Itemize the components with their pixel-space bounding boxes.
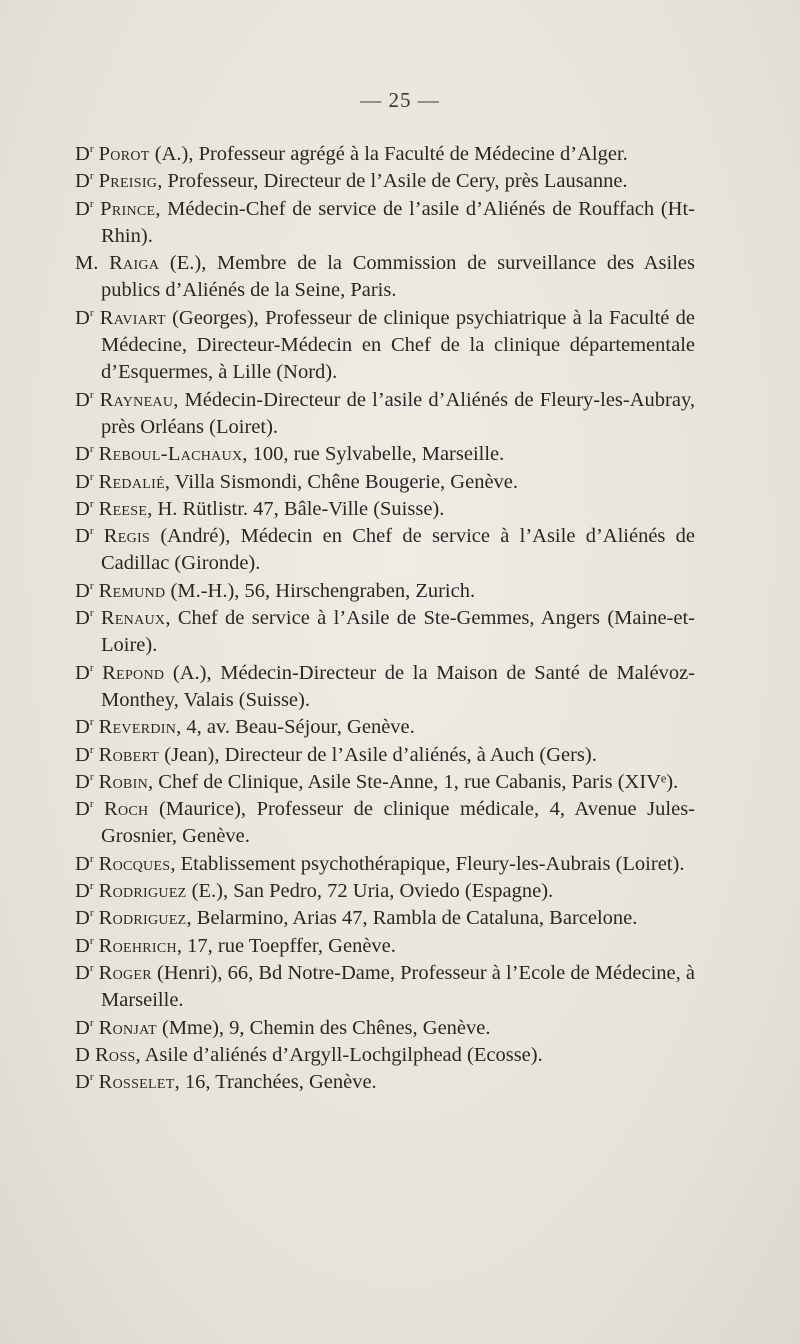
person-name: Rodriguez bbox=[98, 880, 187, 903]
person-details: , 100, rue Sylvabelle, Marseille. bbox=[242, 443, 505, 466]
person-name: Remund bbox=[98, 579, 166, 602]
person-details: , Asile d’aliénés d’Argyll-Lochgilphead (Ecosse). bbox=[135, 1043, 543, 1066]
page-number: — 25 — bbox=[360, 88, 440, 112]
list-item: $D^r$ Roger (Henri), 66, Bd Notre-Dame, Professeur à l’Ecole de Médecine, à Marseille. bbox=[75, 961, 696, 1012]
person-name: Rosselet bbox=[98, 1071, 175, 1094]
person-name: Roch bbox=[104, 798, 149, 821]
person-details: (Mme), 9, Chemin des Chênes, Genève. bbox=[156, 1016, 491, 1039]
person-name: Preisig bbox=[98, 170, 158, 193]
person-details: (M.-H.), 56, Hirschengraben, Zurich. bbox=[165, 579, 476, 602]
list-item: $D^r$ Porot (A.), Professeur agrégé à la Faculté de Médecine d’Alger. bbox=[75, 143, 628, 165]
person-details: , 17, rue Toepffer, Genève. bbox=[176, 934, 396, 957]
person-name: Reverdin bbox=[98, 716, 177, 739]
person-details: , Professeur, Directeur de l’Asile de Cery, près Lausanne. bbox=[157, 170, 628, 193]
list-item: $D^r$ Rayneau, Médecin-Directeur de l’asile d’Aliénés de Fleury-les-Aubray, près Orléans (Loiret). bbox=[75, 388, 696, 438]
person-details: , Chef de service à l’Asile de Ste-Gemmes, Angers (Maine-et-Loire). bbox=[101, 607, 695, 657]
list-item: $D^r$ Regis (André), Médecin en Chef de service à l’Asile d’Aliénés de Cadillac (Gironde). bbox=[75, 525, 696, 575]
person-name: Renaux bbox=[100, 607, 166, 630]
person-details: (Maurice), Professeur de clinique médicale, 4, Avenue Jules-Grosnier, Genève. bbox=[101, 798, 696, 848]
list-item: $D^r$ Rocques, Etablissement psychothérapique, Fleury-les-Aubrais (Loiret). bbox=[75, 852, 685, 875]
person-details: , H. Rütlistr. 47, Bâle-Ville (Suisse). bbox=[147, 497, 445, 520]
list-item: $D^r$ Roehrich, 17, rue Toepffer, Genève. bbox=[75, 934, 396, 957]
person-name: Porot bbox=[98, 143, 150, 165]
list-item: $D^r$ Renaux, Chef de service à l’Asile de Ste-Gemmes, Angers (Maine-et-Loire). bbox=[75, 607, 695, 657]
person-name: Raiga bbox=[109, 252, 160, 275]
list-item: $D^r$ Robert (Jean), Directeur de l’Asile d’aliénés, à Auch (Gers). bbox=[75, 743, 597, 766]
person-name: Roger bbox=[98, 961, 152, 984]
person-details: , Médecin-Chef de service de l’asile d’Aliénés de Rouffach (Ht-Rhin). bbox=[101, 197, 695, 247]
person-details: (Jean), Directeur de l’Asile d’aliénés, à Auch (Gers). bbox=[159, 743, 597, 766]
list-item: M. Raiga (E.), Membre de la Commission de surveillance des Asiles publics d’Aliénés de la Seine, Paris. bbox=[75, 252, 696, 302]
person-name: Ross bbox=[94, 1043, 136, 1066]
list-item: $D^r$ Reverdin, 4, av. Beau-Séjour, Genève. bbox=[75, 716, 415, 739]
person-name: Reese bbox=[98, 497, 148, 520]
person-details: (A.), Médecin-Directeur de la Maison de Santé de Malévoz-Monthey, Valais (Suisse). bbox=[101, 661, 696, 711]
list-item: $D^r$ Redalié, Villa Sismondi, Chêne Bougerie, Genève. bbox=[75, 470, 519, 493]
person-name: Regis bbox=[103, 525, 151, 548]
list-item: $D^r$ Remund (M.-H.), 56, Hirschengraben, Zurich. bbox=[75, 579, 476, 602]
list-item: $D^r$ Raviart (Georges), Professeur de clinique psychiatrique à la Faculté de Médecine, Directeur-Médecin en Chef de la clinique départementale d’Esquermes, à Lille (Nord). bbox=[75, 306, 696, 384]
person-name: Robert bbox=[98, 743, 160, 766]
list-item: $D^r$ Robin, Chef de Clinique, Asile Ste-Anne, 1, rue Cabanis, Paris (XIVᵉ). bbox=[75, 770, 679, 793]
person-details: (André), Médecin en Chef de service à l’Asile d’Aliénés de Cadillac (Gironde). bbox=[101, 525, 696, 575]
person-details: , 4, av. Beau-Séjour, Genève. bbox=[176, 716, 415, 739]
person-name: Rayneau bbox=[99, 388, 174, 411]
person-name: Prince bbox=[100, 197, 156, 220]
person-name: Robin bbox=[98, 770, 149, 793]
person-name: Redalié bbox=[98, 470, 165, 493]
list-item: $D^r$ Rosselet, 16, Tranchées, Genève. bbox=[75, 1071, 377, 1094]
list-item: D Ross, Asile d’aliénés d’Argyll-Lochgilphead (Ecosse). bbox=[75, 1043, 543, 1066]
person-name: Reboul-Lachaux bbox=[98, 443, 243, 466]
person-details: (E.), Membre de la Commission de surveillance des Asiles publics d’Aliénés de la Seine, Paris. bbox=[101, 252, 696, 302]
person-name: Roehrich bbox=[98, 934, 177, 957]
list-item: $D^r$ Prince, Médecin-Chef de service de l’asile d’Aliénés de Rouffach (Ht-Rhin). bbox=[75, 197, 695, 247]
person-details: , Médecin-Directeur de l’asile d’Aliénés de Fleury-les-Aubray, près Orléans (Loiret). bbox=[101, 388, 696, 438]
list-item: $D^r$ Rodriguez, Belarmino, Arias 47, Rambla de Cataluna, Barcelone. bbox=[75, 907, 638, 930]
person-details: , Belarmino, Arias 47, Rambla de Cataluna, Barcelone. bbox=[186, 907, 638, 930]
person-details: , Etablissement psychothérapique, Fleury-les-Aubrais (Loiret). bbox=[170, 852, 685, 875]
person-name: Repond bbox=[102, 661, 165, 684]
list-item: $D^r$ Reboul-Lachaux, 100, rue Sylvabelle, Marseille. bbox=[75, 443, 505, 466]
list-item: $D^r$ Repond (A.), Médecin-Directeur de la Maison de Santé de Malévoz-Monthey, Valais (Suisse). bbox=[75, 661, 696, 711]
person-details: , Chef de Clinique, Asile Ste-Anne, 1, rue Cabanis, Paris (XIVᵉ). bbox=[148, 770, 679, 793]
person-name: Rodriguez bbox=[98, 907, 187, 930]
person-details: (E.), San Pedro, 72 Uria, Oviedo (Espagne). bbox=[186, 880, 554, 903]
person-name: Ronjat bbox=[98, 1016, 157, 1039]
person-details: (Georges), Professeur de clinique psychiatrique à la Faculté de Médecine, Directeur-Médecin en Chef de la clinique départementale d’Esquermes, à Lille (Nord). bbox=[101, 306, 696, 384]
person-name: Raviart bbox=[99, 306, 166, 329]
person-name: Rocques bbox=[98, 852, 171, 875]
list-item: $D^r$ Ronjat (Mme), 9, Chemin des Chênes, Genève. bbox=[75, 1016, 491, 1039]
person-details: (A.), Professeur agrégé à la Faculté de Médecine d’Alger. bbox=[149, 143, 628, 165]
directory-list bbox=[75, 141, 695, 1096]
list-item: $D^r$ Reese, H. Rütlistr. 47, Bâle-Ville (Suisse). bbox=[75, 497, 445, 520]
list-item: $D^r$ Preisig, Professeur, Directeur de l’Asile de Cery, près Lausanne. bbox=[75, 170, 628, 193]
person-details: , 16, Tranchées, Genève. bbox=[174, 1071, 377, 1094]
list-item: $D^r$ Roch (Maurice), Professeur de clinique médicale, 4, Avenue Jules-Grosnier, Genève. bbox=[75, 798, 696, 848]
person-details: , Villa Sismondi, Chêne Bougerie, Genève. bbox=[164, 470, 519, 493]
list-item: $D^r$ Rodriguez (E.), San Pedro, 72 Uria, Oviedo (Espagne). bbox=[75, 880, 554, 903]
person-details: (Henri), 66, Bd Notre-Dame, Professeur à l’Ecole de Médecine, à Marseille. bbox=[101, 961, 696, 1012]
